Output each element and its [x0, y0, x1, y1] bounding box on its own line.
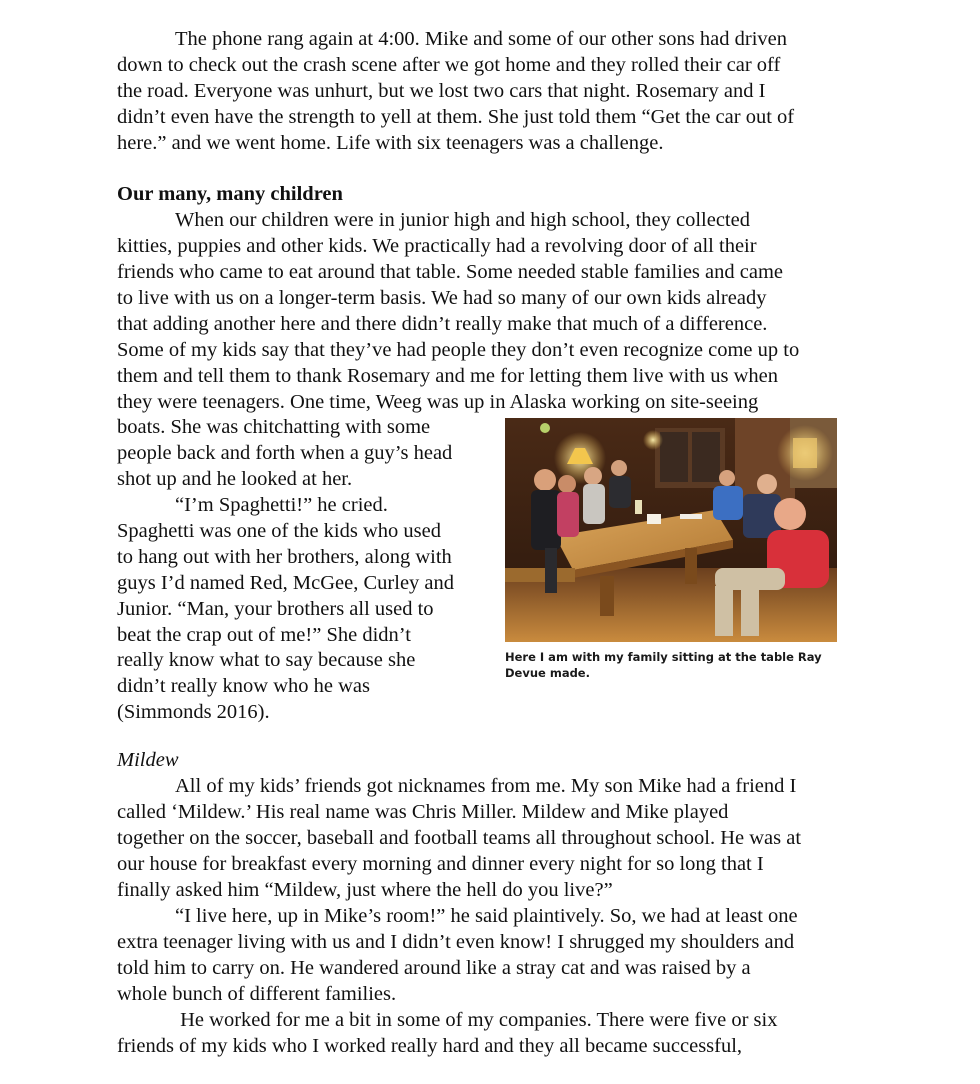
text-line: that adding another here and there didn’t really make that much of a difference. — [117, 313, 768, 335]
text-line: boats. She was chitchatting with some — [117, 416, 431, 438]
text-line: to live with us on a longer-term basis. We had so many of our own kids already — [117, 287, 767, 309]
text-line: called ‘Mildew.’ His real name was Chris Miller. Mildew and Mike played — [117, 801, 729, 823]
text-line: people back and forth when a guy’s head — [117, 442, 453, 464]
text-line: the road. Everyone was unhurt, but we lost two cars that night. Rosemary and I — [117, 80, 766, 102]
text-line: When our children were in junior high and high school, they collected — [175, 209, 750, 231]
text-line: didn’t really know who he was — [117, 675, 370, 697]
section-heading: Our many, many children — [117, 183, 343, 205]
text-line: Some of my kids say that they’ve had people they don’t even recognize come up to — [117, 339, 800, 361]
text-line: to hang out with her brothers, along with — [117, 546, 452, 568]
photo-caption — [505, 649, 845, 681]
text-line: together on the soccer, baseball and football teams all throughout school. He was at — [117, 827, 802, 849]
caption-line: Devue made. — [505, 666, 590, 680]
text-line: down to check out the crash scene after we got home and they rolled their car off — [117, 54, 781, 76]
text-line: kitties, puppies and other kids. We practically had a revolving door of all their — [117, 235, 757, 257]
text-line: our house for breakfast every morning and dinner every night for so long that I — [117, 853, 764, 875]
text-line: really know what to say because she — [117, 649, 416, 671]
text-line: here.” and we went home. Life with six teenagers was a challenge. — [117, 132, 664, 154]
text-line: beat the crap out of me!” She didn’t — [117, 624, 411, 646]
subsection-heading: Mildew — [117, 749, 179, 771]
text-line: they were teenagers. One time, Weeg was up in Alaska working on site-seeing — [117, 391, 759, 413]
caption-line: Here I am with my family sitting at the table Ray — [505, 650, 822, 664]
text-line: friends who came to eat around that table. Some needed stable families and came — [117, 261, 783, 283]
text-line: The phone rang again at 4:00. Mike and some of our other sons had driven — [175, 28, 787, 50]
text-line: them and tell them to thank Rosemary and me for letting them live with us when — [117, 365, 778, 387]
text-line: All of my kids’ friends got nicknames from me. My son Mike had a friend I — [175, 775, 797, 797]
text-line: guys I’d named Red, McGee, Curley and — [117, 572, 455, 594]
text-line: “I live here, up in Mike’s room!” he said plaintively. So, we had at least one — [175, 905, 798, 927]
text-line: told him to carry on. He wandered around like a stray cat and was raised by a — [117, 957, 751, 979]
text-line: finally asked him “Mildew, just where the hell do you live?” — [117, 879, 613, 901]
text-line: “I’m Spaghetti!” he cried. — [175, 494, 388, 516]
text-line: Junior. “Man, your brothers all used to — [117, 598, 434, 620]
text-line: (Simmonds 2016). — [117, 701, 270, 723]
text-line: extra teenager living with us and I didn’t even know! I shrugged my shoulders and — [117, 931, 795, 953]
text-line: whole bunch of different families. — [117, 983, 397, 1005]
text-line: friends of my kids who I worked really hard and they all became successful, — [117, 1035, 743, 1057]
text-line: He worked for me a bit in some of my companies. There were five or six — [175, 1009, 778, 1031]
text-line: didn’t even have the strength to yell at them. She just told them “Get the car out of — [117, 106, 795, 128]
family-photo — [505, 418, 837, 642]
text-line: shot up and he looked at her. — [117, 468, 353, 490]
text-line: Spaghetti was one of the kids who used — [117, 520, 441, 542]
